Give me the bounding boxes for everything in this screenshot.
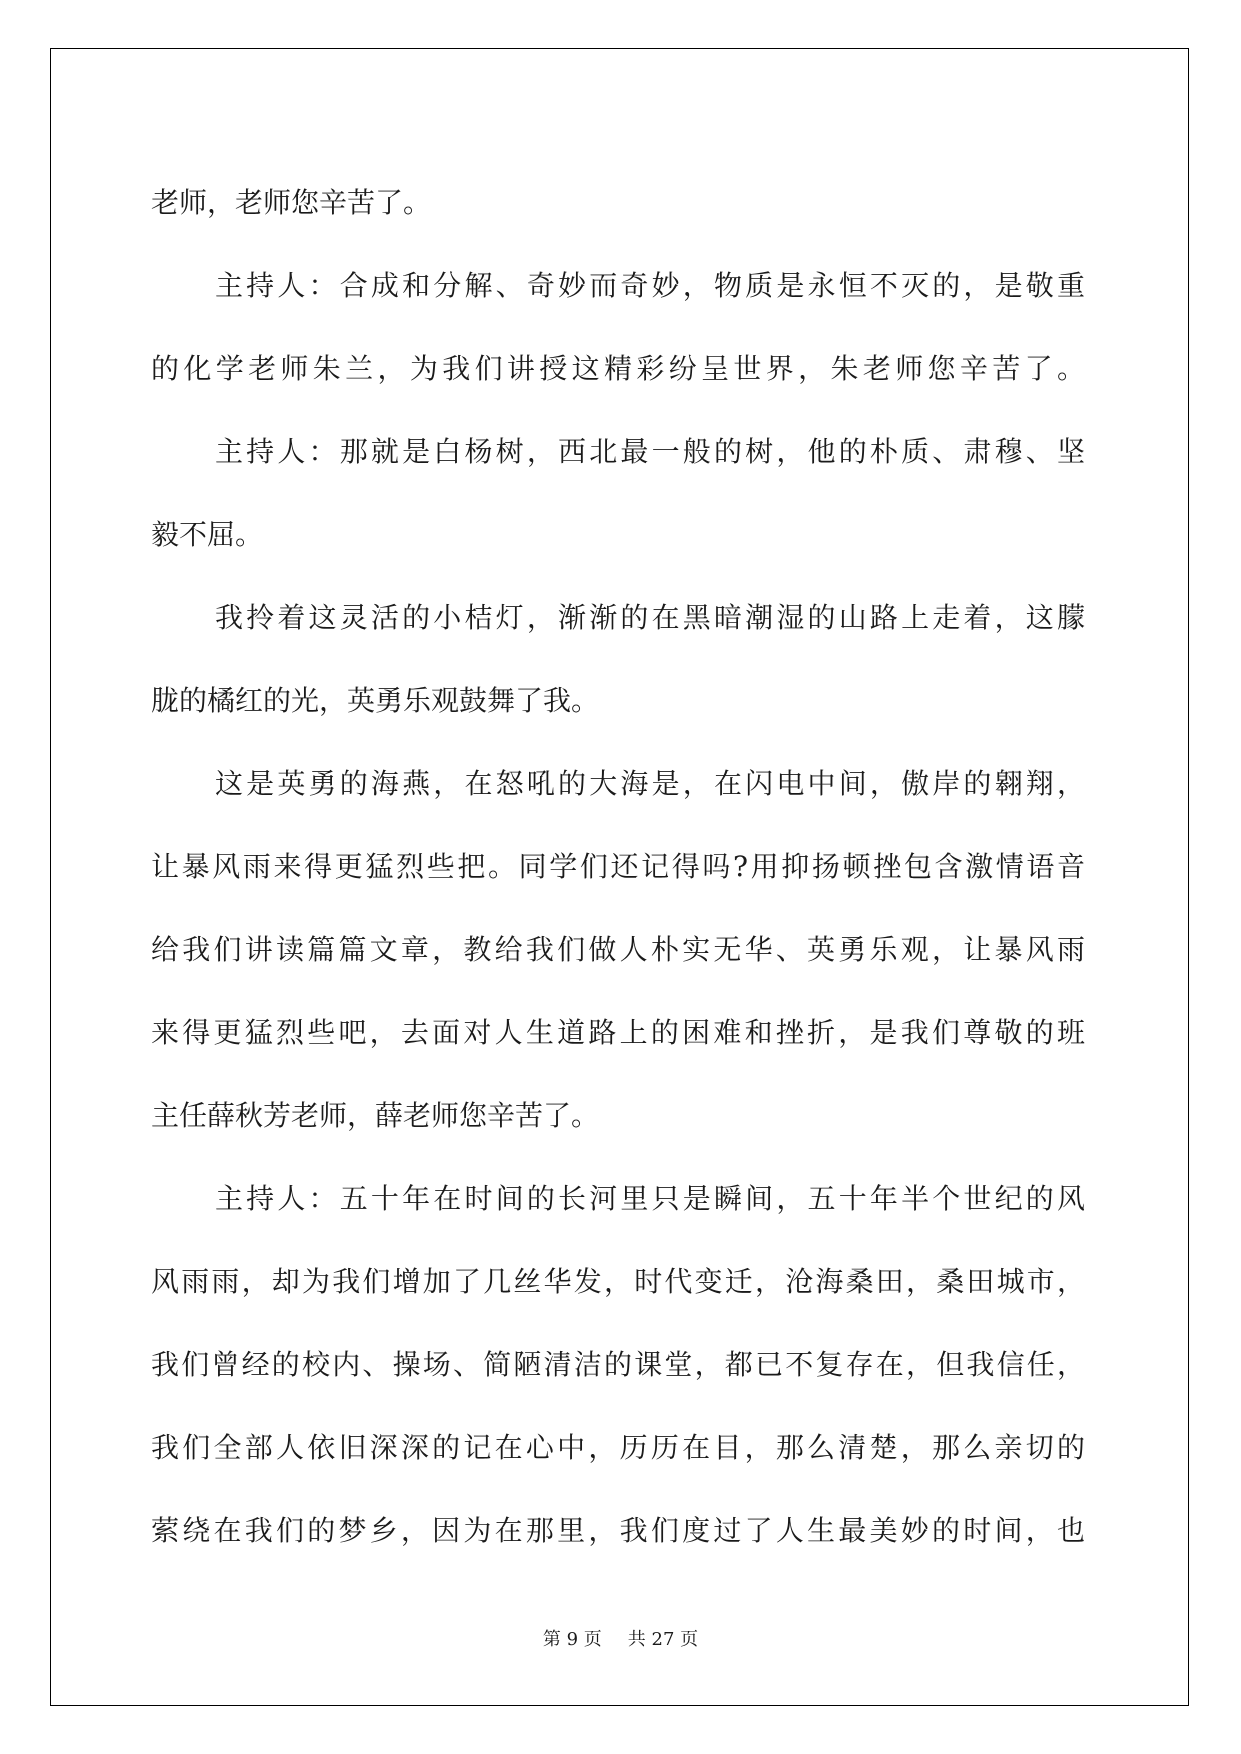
text-line: 我们曾经的校内、操场、简陋清洁的课堂，都已不复存在，但我信任， (151, 1348, 1085, 1381)
text-line: 的化学老师朱兰，为我们讲授这精彩纷呈世界，朱老师您辛苦了。 (151, 352, 1085, 385)
page-total: 共 27 页 (627, 1629, 699, 1650)
text-line: 给我们讲读篇篇文章，教给我们做人朴实无华、英勇乐观，让暴风雨 (151, 933, 1085, 966)
text-line: 主持人：合成和分解、奇妙而奇妙，物质是永恒不灭的，是敬重 (215, 269, 1085, 302)
text-line: 萦绕在我们的梦乡，因为在那里，我们度过了人生最美妙的时间，也 (151, 1514, 1085, 1547)
text-line: 我们全部人依旧深深的记在心中，历历在目，那么清楚，那么亲切的 (151, 1431, 1085, 1464)
text-line: 我拎着这灵活的小桔灯，渐渐的在黑暗潮湿的山路上走着，这朦 (215, 601, 1085, 634)
text-line: 老师，老师您辛苦了。 (151, 186, 432, 219)
text-line: 来得更猛烈些吧，去面对人生道路上的困难和挫折，是我们尊敬的班 (151, 1016, 1085, 1049)
text-line: 胧的橘红的光，英勇乐观鼓舞了我。 (151, 684, 600, 717)
text-line: 毅不屈。 (151, 518, 264, 551)
text-line: 主持人：那就是白杨树，西北最一般的树，他的朴质、肃穆、坚 (215, 435, 1085, 468)
document-body (151, 161, 1085, 1572)
text-line: 让暴风雨来得更猛烈些把。同学们还记得吗?用抑扬顿挫包含激情语音 (151, 850, 1085, 883)
text-line: 这是英勇的海燕，在怒吼的大海是，在闪电中间，傲岸的翱翔， (215, 767, 1085, 800)
page-footer (0, 1625, 1241, 1651)
text-line: 主任薛秋芳老师，薛老师您辛苦了。 (151, 1099, 600, 1132)
text-line: 主持人：五十年在时间的长河里只是瞬间，五十年半个世纪的风 (215, 1182, 1085, 1215)
text-line: 风雨雨，却为我们增加了几丝华发，时代变迁，沧海桑田，桑田城市， (151, 1265, 1085, 1298)
page-number: 第 9 页 (542, 1629, 602, 1650)
